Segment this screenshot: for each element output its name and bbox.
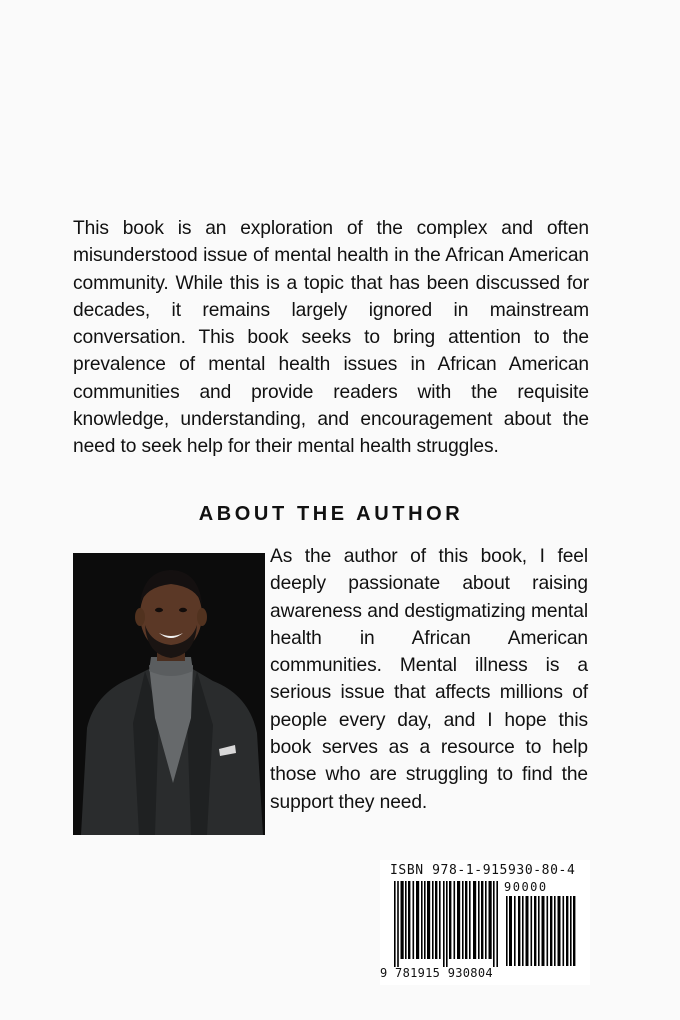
book-description: This book is an exploration of the complex and often misunderstood issue of mental health in the African American community. While this is a topic that has been discussed for decades, it remains largely ignored in mainstream conversation. This book seeks to bring attention to the prevalence of mental health issues in African American communities and provide readers with the requisite knowledge, understanding, and encouragement about the need to seek help for their mental health struggles. — [73, 218, 589, 458]
barcode-main-bars — [394, 881, 500, 967]
isbn-barcode — [380, 860, 590, 985]
barcode-digits: 9 781915 930804 — [380, 966, 493, 980]
isbn-label: ISBN 978-1-915930-80-4 — [390, 863, 576, 878]
author-photo — [73, 553, 265, 835]
about-author-heading: ABOUT THE AUTHOR — [198, 503, 464, 525]
price-code: 90000 — [504, 880, 548, 894]
barcode-addon-bars — [506, 896, 576, 966]
author-bio: As the author of this book, I feel deeply passionate about raising awareness and destigmatizing mental health in African American communities. Mental illness is a serious issue that affects millions of people every day, and I hope this book serves as a resource to help those who are struggling to find the support they need. — [270, 546, 588, 813]
